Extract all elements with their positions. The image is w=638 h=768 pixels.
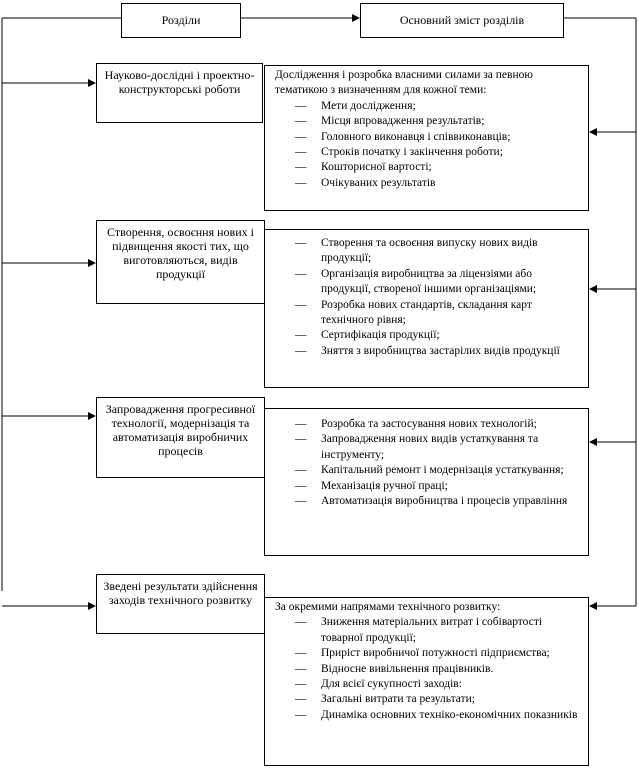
content-header-box <box>360 3 564 38</box>
sections-header-label: Розділи <box>161 13 201 27</box>
section-1-intro: Дослідження і розробка власними силами за певною тематикою з визначенням для кожної теми: <box>275 69 533 97</box>
list-item: — Місця впровадження результатів; <box>295 115 485 128</box>
list-item: — Очікуваних результатів <box>295 176 436 189</box>
section-2-content-box <box>264 229 589 388</box>
list-item: — Автоматизація виробництва і процесів управління <box>295 495 568 508</box>
list-item: — Капітальний ремонт і модернізація устаткування; <box>295 464 564 477</box>
section-2-box <box>96 220 265 304</box>
list-item: — Організація виробництва за ліцензіями або продукції, створеної іншими організаціями; <box>295 267 537 296</box>
section-2-title: Створення, освоєння нових і підвищення якості тих, що виготовляються, видів продукції <box>107 225 254 281</box>
list-item: — Динаміка основних техніко-економічних показників <box>295 708 578 721</box>
list-item: — Зниження матеріальних витрат і собівартості товарної продукції; <box>295 616 543 644</box>
sections-header-box <box>121 3 241 38</box>
section-3-title: Запровадження прогресивної технології, модернізація та автоматизація виробничих процесів <box>105 402 256 458</box>
section-3-box <box>96 397 265 478</box>
list-item: — Розробка нових стандартів, складання карт технічного рівня; <box>295 298 532 327</box>
list-item: — Строків початку і закінчення роботи; <box>295 146 503 159</box>
list-item: — Створення та освоєння випуску нових видів продукції; <box>295 237 538 265</box>
list-item: — Сертифікація продукції; <box>295 329 440 342</box>
list-item: — Зняття з виробництва застарілих видів продукції <box>295 344 560 357</box>
section-4-intro: За окремими напрямами технічного розвитку: <box>275 601 501 613</box>
list-item: — Для всієї сукупності заходів: <box>295 678 462 691</box>
list-item: — Запровадження нових видів устаткування та інструменту; <box>295 433 539 461</box>
section-4-title: Зведені результати здійснення заходів технічного розвитку <box>103 579 258 607</box>
list-item: — Головного виконавця і співвиконавців; <box>295 130 511 143</box>
list-item: — Приріст виробничої потужності підприємства; <box>295 647 550 660</box>
list-item: — Механізація ручної праці; <box>295 479 448 492</box>
section-1-box <box>96 63 263 123</box>
list-item: — Кошторисної вартості; <box>295 161 432 174</box>
section-4-content-box <box>264 597 589 766</box>
section-1-title: Науково-дослідні і проектно-конструкторські роботи <box>104 68 255 96</box>
list-item: — Мети дослідження; <box>295 99 416 112</box>
section-3-content-box <box>264 408 589 556</box>
section-1-content-box <box>264 65 589 211</box>
list-item: — Розробка та застосування нових технологій; <box>295 418 537 430</box>
section-4-box <box>96 574 265 634</box>
list-item: — Загальні витрати та результати; <box>295 693 475 706</box>
content-header-label: Основний зміст розділів <box>399 13 525 27</box>
list-item: — Відносне вивільнення працівників. <box>295 662 494 675</box>
